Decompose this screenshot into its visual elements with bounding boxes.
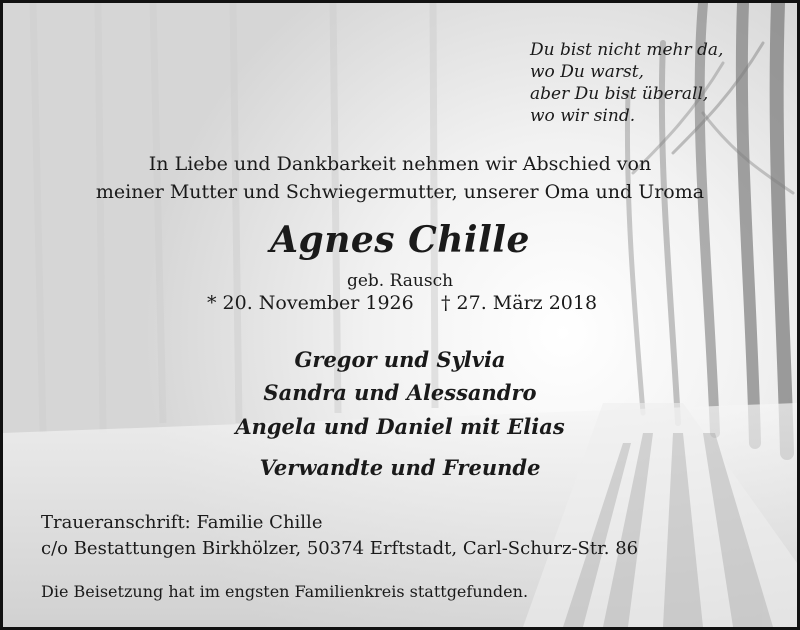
relatives-line: Verwandte und Freunde — [259, 455, 541, 480]
poem-line: Du bist nicht mehr da, — [530, 40, 724, 60]
address-line-2: c/o Bestattungen Birkhölzer, 50374 Erftstadt, Carl-Schurz-Str. 86 — [41, 538, 639, 559]
address-line-1: Traueranschrift: Familie Chille — [41, 512, 323, 533]
family-line-2: Sandra und Alessandro — [263, 380, 537, 405]
intro-line-2: meiner Mutter und Schwiegermutter, unserer Oma und Uroma — [95, 181, 705, 203]
birth-name: geb. Rausch — [346, 271, 454, 291]
deceased-name: Agnes Chille — [270, 219, 530, 261]
death-date: † 27. März 2018 — [441, 292, 598, 314]
family-line-3: Angela und Daniel mit Elias — [235, 414, 565, 439]
burial-notice: Die Beisetzung hat im engsten Familienkreis stattgefunden. — [41, 582, 529, 601]
family-line-1: Gregor und Sylvia — [294, 347, 506, 372]
intro-line-1: In Liebe und Dankbarkeit nehmen wir Abschied von — [148, 153, 652, 175]
poem-line: wo wir sind. — [530, 106, 636, 126]
poem-line: aber Du bist überall, — [530, 84, 709, 104]
poem-line: wo Du warst, — [530, 62, 644, 82]
poem — [530, 39, 723, 127]
birth-date: * 20. November 1926 — [207, 292, 414, 314]
